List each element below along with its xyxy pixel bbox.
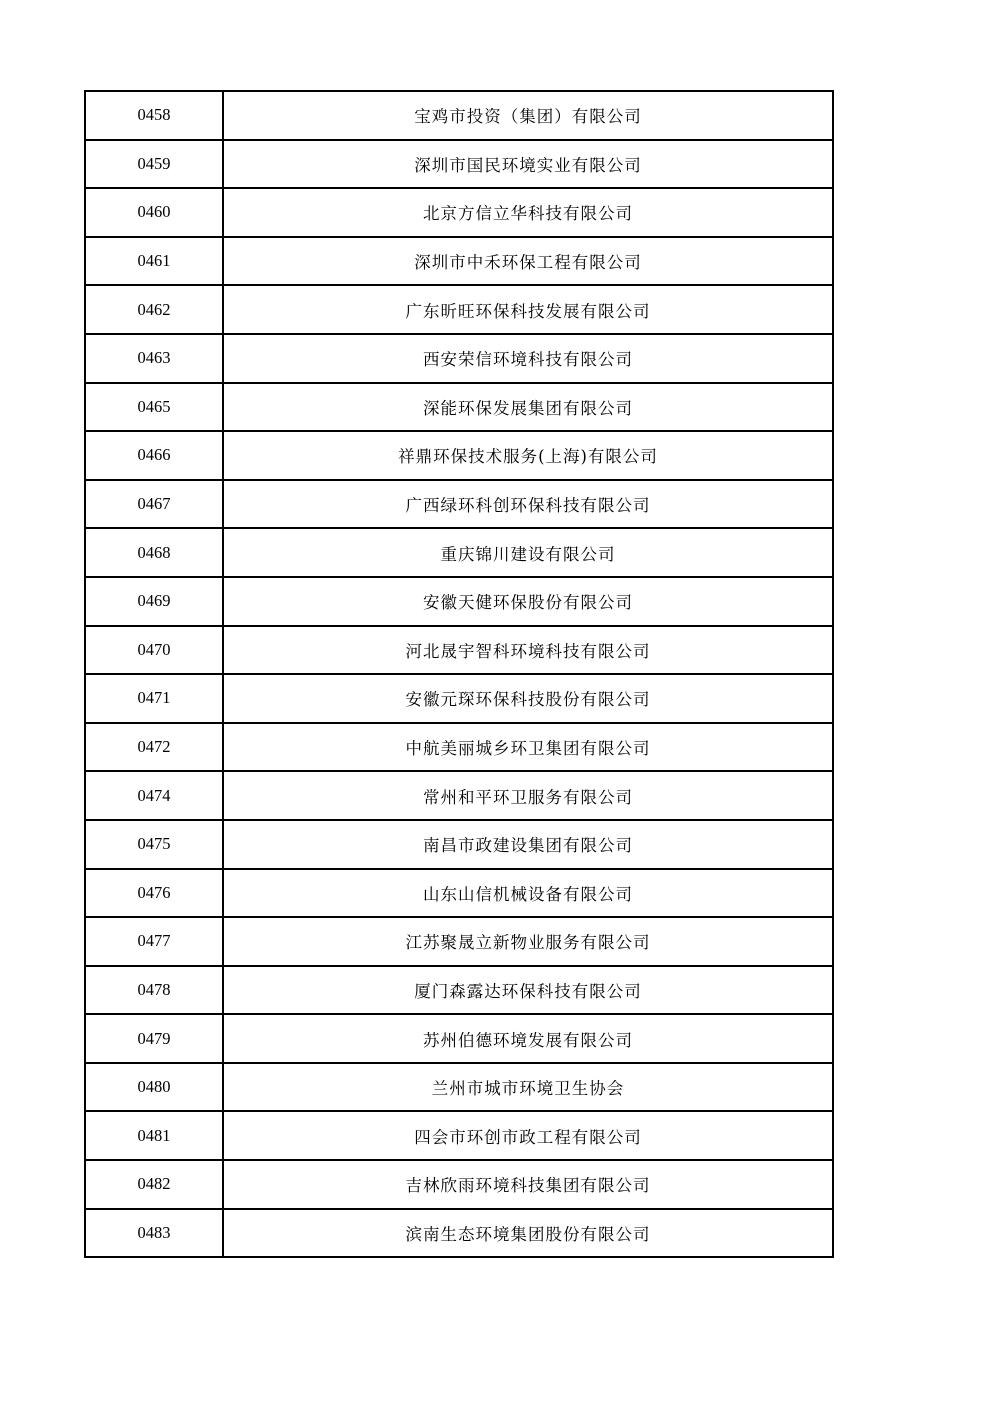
row-number: 0461	[85, 237, 223, 286]
company-name: 北京方信立华科技有限公司	[223, 188, 833, 237]
company-name: 常州和平环卫服务有限公司	[223, 771, 833, 820]
table-row	[85, 869, 833, 918]
company-name: 广东昕旺环保科技发展有限公司	[223, 285, 833, 334]
row-number: 0465	[85, 383, 223, 432]
table-row	[85, 1063, 833, 1112]
company-name: 厦门森露达环保科技有限公司	[223, 966, 833, 1015]
row-number: 0467	[85, 480, 223, 529]
company-list-table	[84, 90, 834, 1258]
company-name: 江苏聚晟立新物业服务有限公司	[223, 917, 833, 966]
company-name: 西安荣信环境科技有限公司	[223, 334, 833, 383]
row-number: 0480	[85, 1063, 223, 1112]
row-number: 0458	[85, 91, 223, 140]
table-row	[85, 1014, 833, 1063]
row-number: 0472	[85, 723, 223, 772]
company-name: 吉林欣雨环境科技集团有限公司	[223, 1160, 833, 1209]
row-number: 0478	[85, 966, 223, 1015]
table-row	[85, 480, 833, 529]
table-row	[85, 188, 833, 237]
row-number: 0477	[85, 917, 223, 966]
table-row	[85, 285, 833, 334]
company-name: 四会市环创市政工程有限公司	[223, 1111, 833, 1160]
row-number: 0476	[85, 869, 223, 918]
row-number: 0483	[85, 1209, 223, 1258]
table-row	[85, 528, 833, 577]
table-row	[85, 820, 833, 869]
company-name: 深圳市中禾环保工程有限公司	[223, 237, 833, 286]
company-name: 广西绿环科创环保科技有限公司	[223, 480, 833, 529]
row-number: 0475	[85, 820, 223, 869]
company-name: 南昌市政建设集团有限公司	[223, 820, 833, 869]
company-name: 山东山信机械设备有限公司	[223, 869, 833, 918]
row-number: 0481	[85, 1111, 223, 1160]
row-number: 0466	[85, 431, 223, 480]
table-row	[85, 1209, 833, 1258]
company-name: 中航美丽城乡环卫集团有限公司	[223, 723, 833, 772]
company-name: 宝鸡市投资（集团）有限公司	[223, 91, 833, 140]
row-number: 0470	[85, 626, 223, 675]
row-number: 0459	[85, 140, 223, 189]
company-name: 苏州伯德环境发展有限公司	[223, 1014, 833, 1063]
row-number: 0468	[85, 528, 223, 577]
table-row	[85, 771, 833, 820]
row-number: 0482	[85, 1160, 223, 1209]
table-row	[85, 577, 833, 626]
company-name: 兰州市城市环境卫生协会	[223, 1063, 833, 1112]
table-row	[85, 1160, 833, 1209]
table-row	[85, 966, 833, 1015]
company-name: 滨南生态环境集团股份有限公司	[223, 1209, 833, 1258]
company-name: 重庆锦川建设有限公司	[223, 528, 833, 577]
table-row	[85, 1111, 833, 1160]
table-row	[85, 723, 833, 772]
table-row	[85, 334, 833, 383]
table-row	[85, 383, 833, 432]
company-name: 安徽元琛环保科技股份有限公司	[223, 674, 833, 723]
table-row	[85, 140, 833, 189]
company-name: 河北晟宇智科环境科技有限公司	[223, 626, 833, 675]
row-number: 0463	[85, 334, 223, 383]
table-row	[85, 91, 833, 140]
row-number: 0469	[85, 577, 223, 626]
company-name: 祥鼎环保技术服务(上海)有限公司	[223, 431, 833, 480]
table-row	[85, 917, 833, 966]
table-row	[85, 237, 833, 286]
row-number: 0479	[85, 1014, 223, 1063]
table-row	[85, 626, 833, 675]
table-body	[85, 91, 833, 1257]
row-number: 0471	[85, 674, 223, 723]
table-row	[85, 674, 833, 723]
table-row	[85, 431, 833, 480]
company-name: 安徽天健环保股份有限公司	[223, 577, 833, 626]
row-number: 0462	[85, 285, 223, 334]
company-name: 深能环保发展集团有限公司	[223, 383, 833, 432]
row-number: 0460	[85, 188, 223, 237]
company-name: 深圳市国民环境实业有限公司	[223, 140, 833, 189]
row-number: 0474	[85, 771, 223, 820]
